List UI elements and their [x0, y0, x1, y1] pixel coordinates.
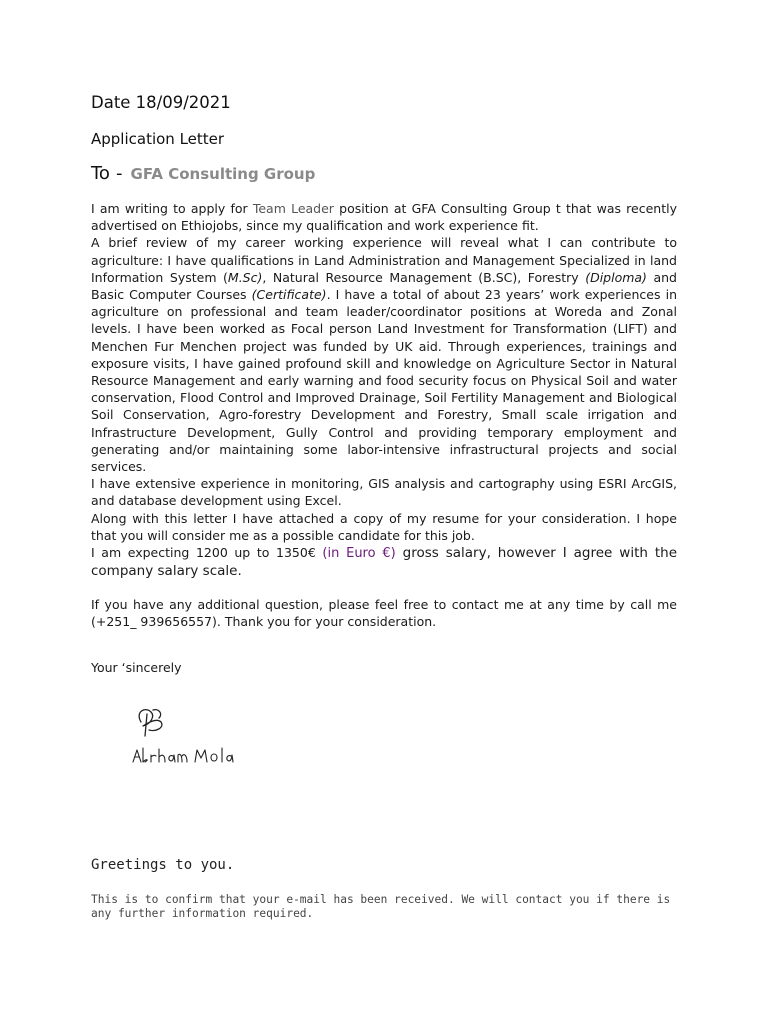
paragraph-resume: Along with this letter I have attached a copy of my resume for your consideration. I hope that you will consider me as a possible candidate for this job. — [91, 510, 677, 543]
experience-text-d: . I have a total of about 23 years’ work experiences in agriculture on professional and team leader/coordinator positions at Woreda and Zonal levels. I have been worked as Focal person Land Investment for Transformation (LIFT) and Menchen Fur Menchen project was funded by UK aid. Through experiences, trainings and exposure visits, I have gained profound skill and knowledge on Agriculture Sector in Natural Resource Management and early warning and food security focus on Physical Soil and water conservation, Flood Control and Improved Drainage, Soil Fertility Management and Biological Soil Conservation, Agro-forestry Development and Forestry, Small scale irrigation and Infrastructure Development, Gully Control and providing temporary employment and generating and/or maintaining some labor-intensive infrastructural projects and social services. — [91, 287, 677, 475]
letter-date: Date 18/09/2021 — [91, 93, 231, 112]
salary-currency: (in Euro €) — [322, 546, 396, 562]
experience-text-c: and Basic Computer Courses — [91, 269, 677, 303]
paragraph-experience — [91, 234, 677, 475]
paragraph-intro — [91, 200, 677, 234]
recipient-name: GFA Consulting Group — [130, 165, 316, 183]
experience-text-b: , Natural Resource Management (B.SC), Forestry — [262, 269, 586, 285]
intro-text-start: I am writing to apply for — [91, 201, 253, 216]
intro-text-end: position at GFA Consulting Group t that was recently advertised on Ethiojobs, since my qualification and work experience fit. — [91, 201, 677, 234]
to-dash: - — [115, 163, 123, 184]
paragraph-contact: If you have any additional question, please feel free to contact me at any time by call me (+251_ 939656557). Thank you for your consideration. — [91, 597, 677, 630]
paragraph-salary — [91, 544, 677, 580]
reply-confirmation: This is to confirm that your e-mail has been received. We will contact you if there is any further information required. — [91, 893, 671, 920]
degree-msc: M.Sc) — [227, 269, 263, 285]
salary-text-start: I am expecting 1200 up to 1350€ — [91, 545, 323, 561]
position-title: Team Leader — [252, 201, 334, 216]
experience-text-a: A brief review of my career working experience will reveal what I can contribute to agriculture: I have qualifications in Land Administration and Management Specialized in land Information System ( — [91, 235, 677, 285]
recipient-line — [91, 163, 315, 184]
salary-text-end: gross salary, however I agree with the company salary scale. — [91, 545, 678, 580]
letter-subject: Application Letter — [91, 130, 225, 148]
to-label: To — [91, 163, 110, 184]
degree-diploma: (Diploma) — [585, 269, 647, 285]
signature-image — [129, 700, 249, 774]
paragraph-gis: I have extensive experience in monitoring, GIS analysis and cartography using ESRI ArcGIS, and database development using Excel. — [91, 476, 677, 509]
degree-certificate: (Certificate) — [251, 287, 327, 303]
reply-greeting: Greetings to you. — [91, 857, 235, 873]
letter-body — [91, 200, 677, 580]
letter-closing: Your ‘sincerely — [91, 660, 182, 675]
